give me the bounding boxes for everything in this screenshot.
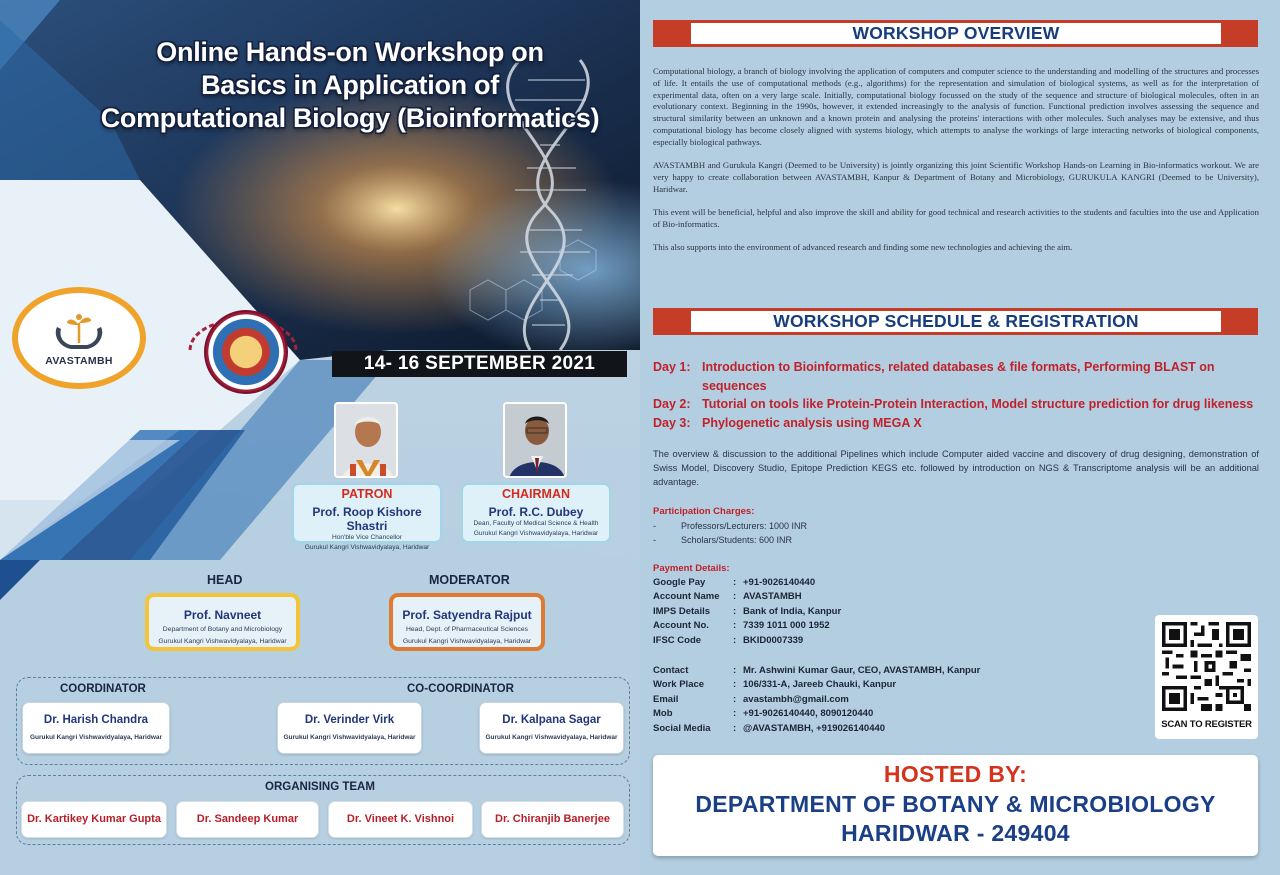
coordinator-desc: Gurukul Kangri Vishwavidyalaya, Haridwar bbox=[29, 734, 163, 741]
payment-row bbox=[653, 590, 841, 604]
payment-separator: : bbox=[733, 577, 737, 588]
moderator-desc-line-1: Head, Dept. of Pharmaceutical Sciences bbox=[405, 626, 529, 633]
payment-key: Google Pay bbox=[653, 577, 706, 588]
right-column bbox=[640, 0, 1280, 875]
qr-caption: SCAN TO REGISTER bbox=[1161, 719, 1252, 730]
charge-text: Scholars/Students: 600 INR bbox=[681, 534, 793, 545]
overview-paragraph-4: This also supports into the environment of advanced research and finding some new technologies and achieving the aim. bbox=[653, 242, 1073, 253]
payment-separator: : bbox=[733, 605, 737, 617]
day-3-label: Day 3: bbox=[653, 415, 691, 430]
team-member-card: Dr. Chiranjib Banerjee bbox=[481, 801, 624, 838]
overview-text bbox=[653, 66, 1259, 266]
cocoordinator-card-2 bbox=[479, 702, 624, 754]
moderator-label: MODERATOR bbox=[429, 573, 510, 587]
charge-text: Professors/Lecturers: 1000 INR bbox=[681, 521, 808, 531]
payment-row bbox=[653, 634, 841, 648]
payment-key: Account No. bbox=[653, 620, 709, 632]
charge-bullet: - bbox=[653, 534, 656, 545]
cocoordinator-card-1 bbox=[277, 702, 422, 754]
team-member-card: Dr. Sandeep Kumar bbox=[176, 801, 319, 838]
participation-charges-list bbox=[653, 520, 807, 548]
patron-card bbox=[292, 483, 442, 551]
title-line-1: Online Hands-on Workshop on bbox=[156, 37, 544, 67]
day-3-text: Phylogenetic analysis using MEGA X bbox=[702, 415, 922, 430]
cocoordinator-desc-2: Gurukul Kangri Vishwavidyalaya, Haridwar bbox=[485, 734, 618, 741]
chairman-card bbox=[461, 483, 611, 543]
team-member-card: Dr. Vineet K. Vishnoi bbox=[328, 801, 473, 838]
head-desc-line-1: Department of Botany and Microbiology bbox=[162, 626, 283, 633]
payment-separator: : bbox=[733, 634, 737, 646]
cocoordinator-name-1: Dr. Verinder Virk bbox=[304, 714, 395, 726]
contact-separator: : bbox=[733, 708, 737, 720]
hands-plant-icon bbox=[49, 309, 109, 353]
gurukul-kangri-seal-icon bbox=[204, 310, 288, 394]
overview-paragraph-2: AVASTAMBH and Gurukula Kangri (Deemed to be University) is jointly organizing this joint Scientific Workshop Hands-on Learning in Bio-informatics workout. We are very happy to create collaboration between AVASTAMBH, Kanpur & Department of Botany and Microbiology, GURUKULA KANGRI (Deemed to be University), Haridwar. bbox=[653, 160, 1259, 194]
chairman-photo bbox=[503, 402, 567, 478]
patron-role: PATRON bbox=[341, 487, 393, 501]
workshop-dates: 14- 16 SEPTEMBER 2021 bbox=[332, 351, 627, 377]
participation-charges-title: Participation Charges: bbox=[653, 506, 755, 517]
moderator-name: Prof. Satyendra Rajput bbox=[402, 608, 532, 622]
payment-key: IMPS Details bbox=[653, 605, 711, 617]
contact-separator: : bbox=[733, 665, 737, 676]
payment-value: Bank of India, Kanpur bbox=[743, 605, 842, 617]
day-1-label: Day 1: bbox=[653, 360, 691, 374]
schedule-days bbox=[653, 358, 1259, 432]
contact-row bbox=[653, 664, 980, 678]
person-avatar-icon bbox=[505, 404, 567, 478]
contact-key: Email bbox=[653, 693, 679, 705]
charge-bullet: - bbox=[653, 521, 656, 531]
coordinator-name: Dr. Harish Chandra bbox=[43, 714, 149, 726]
hosted-by-department: DEPARTMENT OF BOTANY & MICROBIOLOGY bbox=[695, 791, 1216, 817]
payment-value: AVASTAMBH bbox=[743, 591, 802, 603]
contact-value: +91-9026140440, 8090120440 bbox=[743, 708, 874, 720]
day-3 bbox=[653, 414, 1259, 433]
avastambh-logo bbox=[12, 287, 146, 389]
contact-key: Contact bbox=[653, 665, 689, 676]
payment-value: 7339 1011 000 1952 bbox=[743, 620, 830, 632]
avastambh-logo-label: AVASTAMBH bbox=[45, 355, 113, 367]
contact-key: Social Media bbox=[653, 722, 711, 734]
payment-value: BKID0007339 bbox=[743, 634, 804, 646]
person-avatar-icon bbox=[336, 404, 398, 478]
payment-separator: : bbox=[733, 620, 737, 632]
payment-value: +91-9026140440 bbox=[743, 577, 816, 588]
university-logo bbox=[178, 292, 308, 402]
head-card bbox=[145, 593, 300, 651]
day-2-label: Day 2: bbox=[653, 397, 691, 411]
cocoordinator-label: CO-COORDINATOR bbox=[407, 683, 514, 695]
chairman-role: CHAIRMAN bbox=[501, 487, 571, 501]
head-desc-line-2: Gurukul Kangri Vishwavidyalaya, Haridwar bbox=[158, 638, 287, 645]
payment-details-title: Payment Details: bbox=[653, 563, 730, 574]
contact-key: Mob bbox=[653, 708, 673, 720]
contact-row bbox=[653, 678, 980, 692]
chairman-desc-line-1: Dean, Faculty of Medical Science & Health bbox=[473, 520, 599, 527]
contact-separator: : bbox=[733, 679, 737, 691]
head-label: HEAD bbox=[207, 573, 243, 587]
schedule-banner bbox=[653, 308, 1258, 335]
payment-row bbox=[653, 605, 841, 619]
overview-heading: WORKSHOP OVERVIEW bbox=[691, 23, 1221, 44]
day-2-text: Tutorial on tools like Protein-Protein Interaction, Model structure prediction for drug likeness bbox=[702, 397, 1254, 411]
patron-desc-line-2: Gurukul Kangri Vishwavidyalaya, Haridwar bbox=[304, 543, 430, 551]
hosted-by-panel bbox=[653, 755, 1258, 856]
cocoordinator-name-2: Dr. Kalpana Sagar bbox=[502, 714, 601, 726]
patron-name: Prof. Roop Kishore Shastri bbox=[312, 505, 422, 533]
contact-email: avastambh@gmail.com bbox=[743, 693, 849, 705]
coordinator-label: COORDINATOR bbox=[60, 683, 146, 695]
registration-qr[interactable] bbox=[1155, 615, 1258, 739]
patron-desc-line-1: Hon'ble Vice Chancellor bbox=[331, 534, 403, 541]
payment-key: Account Name bbox=[653, 591, 720, 603]
payment-row bbox=[653, 619, 841, 633]
title-line-3: Computational Biology (Bioinformatics) bbox=[100, 103, 600, 133]
payment-key: IFSC Code bbox=[653, 634, 702, 646]
workshop-title bbox=[90, 36, 610, 135]
overview-paragraph-3: This event will be beneficial, helpful and also improve the skill and ability for good technical and research activities to the students and faculties into the use and Application of Bio-informatics. bbox=[653, 207, 1259, 229]
contact-value: Mr. Ashwini Kumar Gaur, CEO, AVASTAMBH, Kanpur bbox=[743, 665, 981, 676]
moderator-card bbox=[389, 593, 545, 651]
contact-row bbox=[653, 722, 980, 736]
hosted-by-location: HARIDWAR - 249404 bbox=[841, 820, 1070, 846]
day-1 bbox=[653, 358, 1259, 395]
contact-details-list bbox=[653, 664, 980, 736]
chairman-name: Prof. R.C. Dubey bbox=[488, 505, 584, 519]
contact-row bbox=[653, 693, 980, 707]
pipelines-text: The overview & discussion to the additional Pipelines which include Computer aided vaccine and discovery of drug designing, demonstration of Swiss Model, Discovery Studio, Epitope Prediction KEGS etc. followed by introduction on NGS & Transcriptome analysis will be an additional advantage. bbox=[653, 449, 1259, 487]
schedule-heading: WORKSHOP SCHEDULE & REGISTRATION bbox=[691, 311, 1221, 332]
cocoordinator-desc-1: Gurukul Kangri Vishwavidyalaya, Haridwar bbox=[283, 734, 416, 741]
moderator-desc-line-2: Gurukul Kangri Vishwavidyalaya, Haridwar bbox=[402, 638, 532, 645]
hosted-by-label: HOSTED BY: bbox=[883, 761, 1028, 787]
team-member-card: Dr. Kartikey Kumar Gupta bbox=[21, 801, 167, 838]
contact-value: 106/331-A, Jareeb Chauki, Kanpur bbox=[743, 679, 897, 691]
payment-separator: : bbox=[733, 591, 737, 603]
chairman-desc-line-2: Gurukul Kangri Vishwavidyalaya, Haridwar bbox=[473, 529, 599, 537]
overview-paragraph-1: Computational biology, a branch of biology involving the application of computers and computer science to the understanding and modelling of the structures and processes of life. It entails the use of computational methods (e.g., algorithms) for the representation and simulation of biological systems, as well as for the interpretation of experimental data, often on a very large scale. Initially, computational biology focussed on the study of the sequence and structure of biological molecules, often in an evolutionary context. Beginning in the 1990s, however, it extended increasingly to the analysis of function. Functional prediction involves assessing the sequence and structural similarity between an unknown and a known protein and analysing the proteins' interactions with other molecules. Such analyses may be extensive, and thus computational biology has become closely aligned with systems biology, which attempts to analyse the workings of large interacting networks of biological components, especially biological pathways. bbox=[653, 66, 1259, 147]
day-1-text: Introduction to Bioinformatics, related databases & file formats, Performing BLAST on sequences bbox=[702, 360, 1215, 393]
title-line-2: Basics in Application of bbox=[201, 70, 499, 100]
contact-key: Work Place bbox=[653, 679, 705, 691]
patron-photo bbox=[334, 402, 398, 478]
qr-code-icon bbox=[1162, 622, 1251, 711]
contact-separator: : bbox=[733, 693, 737, 705]
day-2 bbox=[653, 395, 1259, 414]
payment-row bbox=[653, 576, 841, 590]
payment-details-list bbox=[653, 576, 841, 648]
contact-row bbox=[653, 707, 980, 721]
head-name: Prof. Navneet bbox=[183, 608, 262, 622]
coordinator-card bbox=[22, 702, 170, 754]
charge-item bbox=[653, 520, 807, 534]
charge-item bbox=[653, 534, 807, 548]
contact-separator: : bbox=[733, 722, 737, 734]
overview-banner bbox=[653, 20, 1258, 47]
contact-value: @AVASTAMBH, +919026140440 bbox=[743, 722, 886, 734]
organising-team-label: ORGANISING TEAM bbox=[265, 781, 375, 793]
